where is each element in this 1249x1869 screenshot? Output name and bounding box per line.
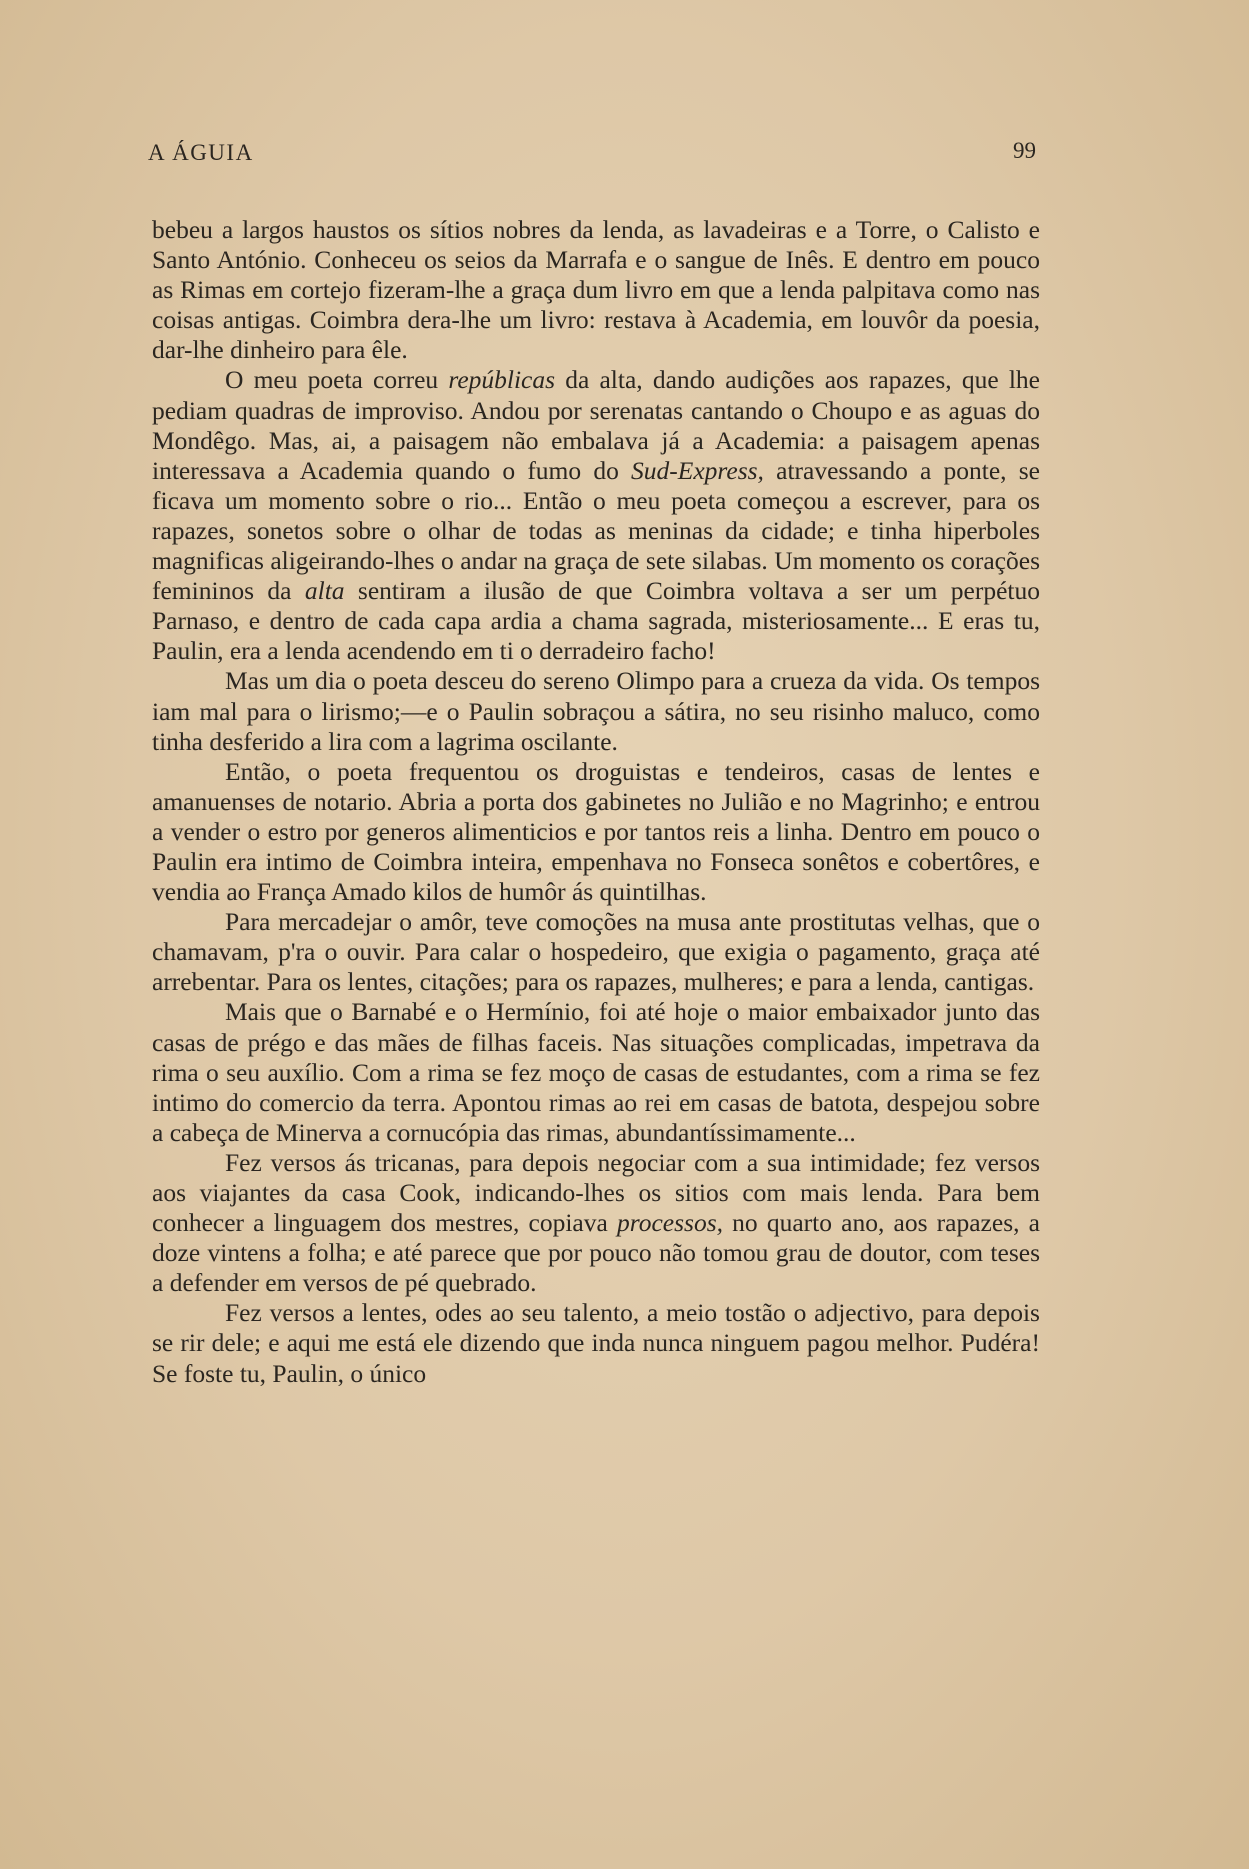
paragraph xyxy=(152,666,1040,756)
text-run: atravessando a ponte, se ficava um momento sobre o rio... Então o meu poeta começou a escrever, para os rapazes, sonetos sobre o olhar de todas as meninas da cidade; e tinha hiperboles magnificas aligeirando-lhes o andar na graça de sete silabas. Um momento os corações femininos da xyxy=(152,455,1040,606)
paragraph xyxy=(152,365,1040,666)
text-run: Fez versos ás tricanas, para depois negociar com a sua intimidade; fez versos aos viajantes da casa Cook, indicando-lhes os sitios com mais lenda. Para bem conhecer a linguagem dos mestres, copiava xyxy=(152,1147,1040,1238)
running-head: A ÁGUIA xyxy=(148,140,254,165)
paragraph xyxy=(152,215,1040,365)
paragraph xyxy=(152,1298,1040,1388)
text-run: Fez versos a lentes, odes ao seu talento, a meio tostão o adjectivo, para depois se rir dele; e aqui me está ele dizendo que inda nunca ninguem pagou melhor. Pudéra! Se foste tu, Paulin, o único xyxy=(152,1298,1040,1388)
page-header xyxy=(148,140,1042,172)
italic-text: Sud-Express, xyxy=(631,455,764,485)
text-run: no quarto ano, aos rapazes, a doze vintens a folha; e até parece que por pouco não tomou grau de doutor, com teses a defender em versos de pé quebrado. xyxy=(152,1208,1040,1298)
text-run: O meu poeta correu xyxy=(225,365,449,395)
italic-text: repúblicas xyxy=(448,365,556,395)
italic-text: alta xyxy=(304,576,345,606)
paragraph xyxy=(152,997,1040,1147)
text-run: Então, o poeta frequentou os droguistas e tendeiros, casas de lentes e amanuenses de notario. Abria a porta dos gabinetes no Julião e no Magrinho; e entrou a vender o estro por generos alimenticios e por tantos reis a linha. Dentro em pouco o Paulin era intimo de Coimbra inteira, empenhava no Fonseca sonêtos e cobertôres, e vendia ao França Amado kilos de humôr ás quintilhas. xyxy=(152,756,1040,907)
text-run: Mas um dia o poeta desceu do sereno Olimpo para a crueza da vida. Os tempos iam mal para o lirismo;—e o Paulin sobraçou a sátira, no seu risinho maluco, como tinha desferido a lira com a lagrima oscilante. xyxy=(152,666,1040,756)
page-number: 99 xyxy=(1013,138,1036,163)
body-text xyxy=(152,215,1040,1389)
text-run: bebeu a largos haustos os sítios nobres da lenda, as lavadeiras e a Torre, o Calisto e Santo António. Conheceu os seios da Marrafa e o sangue de Inês. E dentro em pouco as Rimas em cortejo fizeram-lhe a graça dum livro em que a lenda palpitava como nas coisas antigas. Coimbra dera-lhe um livro: restava à Academia, em louvôr da poesia, dar-lhe dinheiro para êle. xyxy=(152,215,1040,365)
paragraph xyxy=(152,757,1040,907)
text-run: Mais que o Barnabé e o Hermínio, foi até hoje o maior embaixador junto das casas de prégo e das mães de filhas faceis. Nas situações complicadas, impetrava da rima o seu auxílio. Com a rima se fez moço de casas de estudantes, com a rima se fez intimo do comercio da terra. Apontou rimas ao rei em casas de batota, despejou sobre a cabeça de Minerva a cornucópia das rimas, abundantíssimamente... xyxy=(152,997,1040,1147)
text-run: sentiram a ilusão de que Coimbra voltava a ser um perpétuo Parnaso, e dentro de cada capa ardia a chama sagrada, misteriosamente... E eras tu, Paulin, era a lenda acendendo em ti o derradeiro facho! xyxy=(152,576,1040,666)
text-run: Para mercadejar o amôr, teve comoções na musa ante prostitutas velhas, que o chamavam, p'ra o ouvir. Para calar o hospedeiro, que exigia o pagamento, graça até arrebentar. Para os lentes, citações; para os rapazes, mulheres; e para a lenda, cantigas. xyxy=(152,907,1040,997)
paragraph xyxy=(152,907,1040,997)
paragraph xyxy=(152,1148,1040,1298)
italic-text: processos, xyxy=(616,1208,723,1238)
text-run: da alta, dando audições aos rapazes, que lhe pediam quadras de improviso. Andou por serenatas cantando o Choupo e as aguas do Mondêgo. Mas, ai, a paisagem não embalava já a Academia: a paisagem apenas interessava a Academia quando o fumo do xyxy=(152,365,1040,485)
